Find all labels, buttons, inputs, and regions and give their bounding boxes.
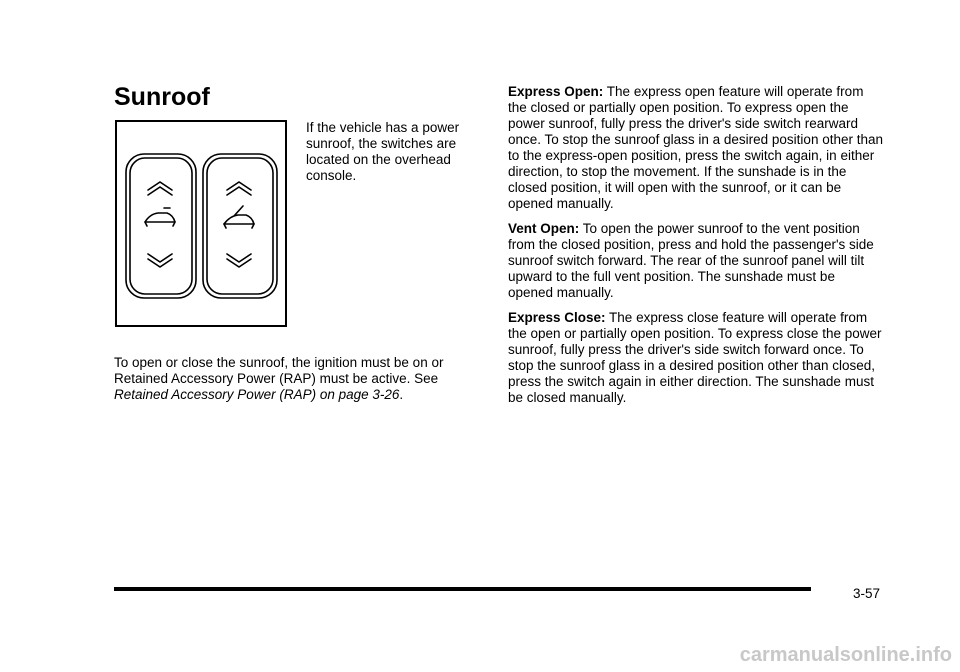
vent-open-body: To open the power sunroof to the vent position from the closed position, press and hold the passenger's side sunroof switch forward. The rear of the sunroof panel will tilt upward to the full vent position. The sunshade must be opened manually. [508, 221, 874, 300]
sunroof-switches-drawing [117, 122, 289, 329]
intro-text: To open or close the sunroof, the ignition must be on or Retained Accessory Power (RAP) must be active. See [114, 355, 444, 386]
passenger-side-switch-icon [203, 154, 277, 298]
page-number: 3-57 [852, 586, 880, 601]
intro-paragraph [114, 355, 484, 403]
figure-caption: If the vehicle has a power sunroof, the switches are located on the overhead console. [306, 120, 460, 183]
watermark: carmanualsonline.info [739, 644, 952, 666]
page-title: Sunroof [114, 83, 210, 111]
vent-open-paragraph [508, 221, 883, 301]
vent-open-term: Vent Open: [508, 221, 580, 236]
express-close-body: The express close feature will operate from the open or partially open position. To express close the power sunroof, fully press the driver's side switch forward once. To stop the sunroof glass in a desired position other than closed, press the switch again in either direction. The sunshade must be closed manually. [508, 310, 882, 405]
express-open-paragraph [508, 84, 883, 212]
express-open-term: Express Open: [508, 84, 604, 99]
express-close-paragraph [508, 310, 883, 406]
express-close-term: Express Close: [508, 310, 606, 325]
right-column [508, 84, 883, 415]
rap-cross-reference-link[interactable]: Retained Accessory Power (RAP) on page 3-26 [114, 387, 400, 402]
sunroof-switch-illustration [115, 120, 287, 327]
intro-end: . [399, 387, 404, 402]
express-open-body: The express open feature will operate from the closed or partially open position. To express open the power sunroof, fully press the driver's side switch rearward once. To stop the sunroof glass in a desired position other than to the express-open position, press the switch again, in either direction, to stop the movement. If the sunshade is in the closed position, it will open with the sunroof, or it can be opened manually. [508, 84, 883, 211]
driver-side-switch-icon [126, 154, 196, 298]
footer-rule [114, 587, 811, 591]
